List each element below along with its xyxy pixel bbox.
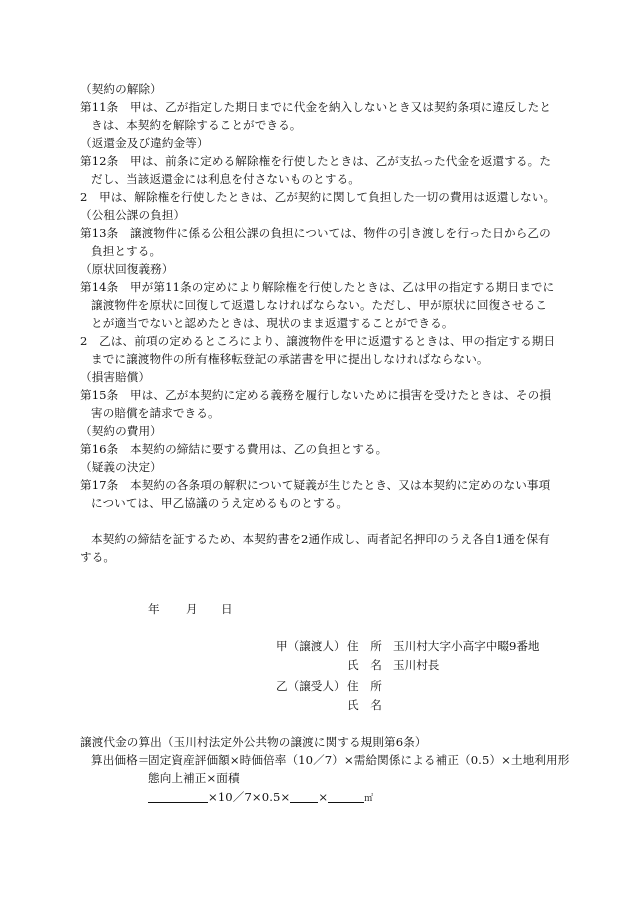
heading-damages: （損害賠償） — [80, 370, 151, 384]
article-14-paragraph-2-line-1: 2 乙は、前項の定めるところにより、譲渡物件を甲に返還するときは、甲の指定する期日 — [80, 334, 556, 348]
article-12-paragraph-2: 2 甲は、解除権を行使したときは、乙が契約に関して負担した一切の費用は返還しない。 — [80, 190, 556, 204]
party-ko-address-label: 住 所 — [347, 639, 382, 653]
article-15-line-1: 第15条 甲は、乙が本契約に定める義務を履行しないために損害を受けたときは、その損 — [80, 388, 552, 402]
article-15-line-2: 害の賠償を請求できる。 — [91, 406, 220, 420]
article-13-line-1: 第13条 譲渡物件に係る公租公課の負担については、物件の引き渡しを行った日から乙の — [80, 226, 551, 240]
calculation-formula-line-1: 固定資産評価額×時価倍率（10／7）×需給関係による補正（0.5）×土地利用形 — [148, 753, 570, 767]
date-month-label: 月 — [186, 602, 198, 616]
article-14-line-1: 第14条 甲が第11条の定めにより解除権を行使したときは、乙は甲の指定する期日までに — [80, 280, 555, 294]
valuation-blank[interactable] — [148, 790, 208, 803]
area-blank[interactable] — [328, 790, 364, 803]
party-otsu-address-label: 住 所 — [347, 679, 382, 693]
area-unit: ㎡ — [364, 794, 374, 804]
calculation-formula-line-2: 態向上補正×面積 — [148, 771, 240, 785]
article-14-line-2: 譲渡物件を原状に回復して返還しなければならない。ただし、甲が原状に回復させるこ — [91, 298, 548, 312]
calculation-title: 譲渡代金の算出（玉川村法定外公共物の譲渡に関する規則第6条） — [80, 735, 427, 749]
closing-line-2: する。 — [80, 550, 116, 564]
party-otsu-role: 乙（譲受人） — [276, 679, 346, 693]
date-year-label: 年 — [148, 602, 160, 616]
calculation-formula-label: 算出価格＝ — [91, 753, 150, 767]
correction-blank[interactable] — [290, 790, 318, 803]
article-17-line-2: については、甲乙協議のうえ定めるものとする。 — [91, 496, 349, 510]
article-12-line-2: だし、当該返還金には利息を付さないものとする。 — [91, 172, 360, 186]
article-13-line-2: 負担とする。 — [91, 244, 162, 258]
closing-line-1: 本契約の締結を証するため、本契約書を2通作成し、両者記名押印のうえ各自1通を保有 — [91, 532, 550, 546]
heading-restoration: （原状回復義務） — [80, 262, 174, 276]
date-day-label: 日 — [221, 602, 233, 616]
article-14-paragraph-2-line-2: までに譲渡物件の所有権移転登記の承諾書を甲に提出しなければならない。 — [91, 352, 489, 366]
article-11-line-1: 第11条 甲は、乙が指定した期日までに代金を納入しないとき又は契約条項に違反したと — [80, 100, 552, 114]
party-otsu-name-label: 氏 名 — [347, 698, 382, 712]
party-ko-role: 甲（譲渡人） — [276, 639, 346, 653]
party-ko-name-label: 氏 名 — [347, 658, 382, 672]
article-12-line-1: 第12条 甲は、前条に定める解除権を行使したときは、乙が支払った代金を返還する。た — [80, 154, 552, 168]
heading-taxes: （公租公課の負担） — [80, 208, 186, 222]
heading-cancellation: （契約の解除） — [80, 82, 162, 96]
article-17-line-1: 第17条 本契約の各条項の解釈について疑義が生じたとき、又は本契約に定めのない事項 — [80, 478, 551, 492]
heading-refund: （返還金及び違約金等） — [80, 136, 209, 150]
article-16-line-1: 第16条 本契約の締結に要する費用は、乙の負担とする。 — [80, 442, 388, 456]
article-11-line-2: きは、本契約を解除することができる。 — [91, 118, 302, 132]
heading-doubt: （疑義の決定） — [80, 460, 162, 474]
article-14-line-3: とが適当でないと認めたときは、現状のまま返還することができる。 — [91, 316, 454, 330]
blank-formula-times: × — [318, 790, 329, 804]
calculation-blank-formula — [148, 788, 373, 808]
blank-formula-factors: ×10／7×0.5× — [208, 790, 291, 804]
party-ko-name: 玉川村長 — [393, 658, 440, 672]
party-ko-address: 玉川村大字小高字中畷9番地 — [393, 639, 540, 653]
heading-costs: （契約の費用） — [80, 424, 162, 438]
